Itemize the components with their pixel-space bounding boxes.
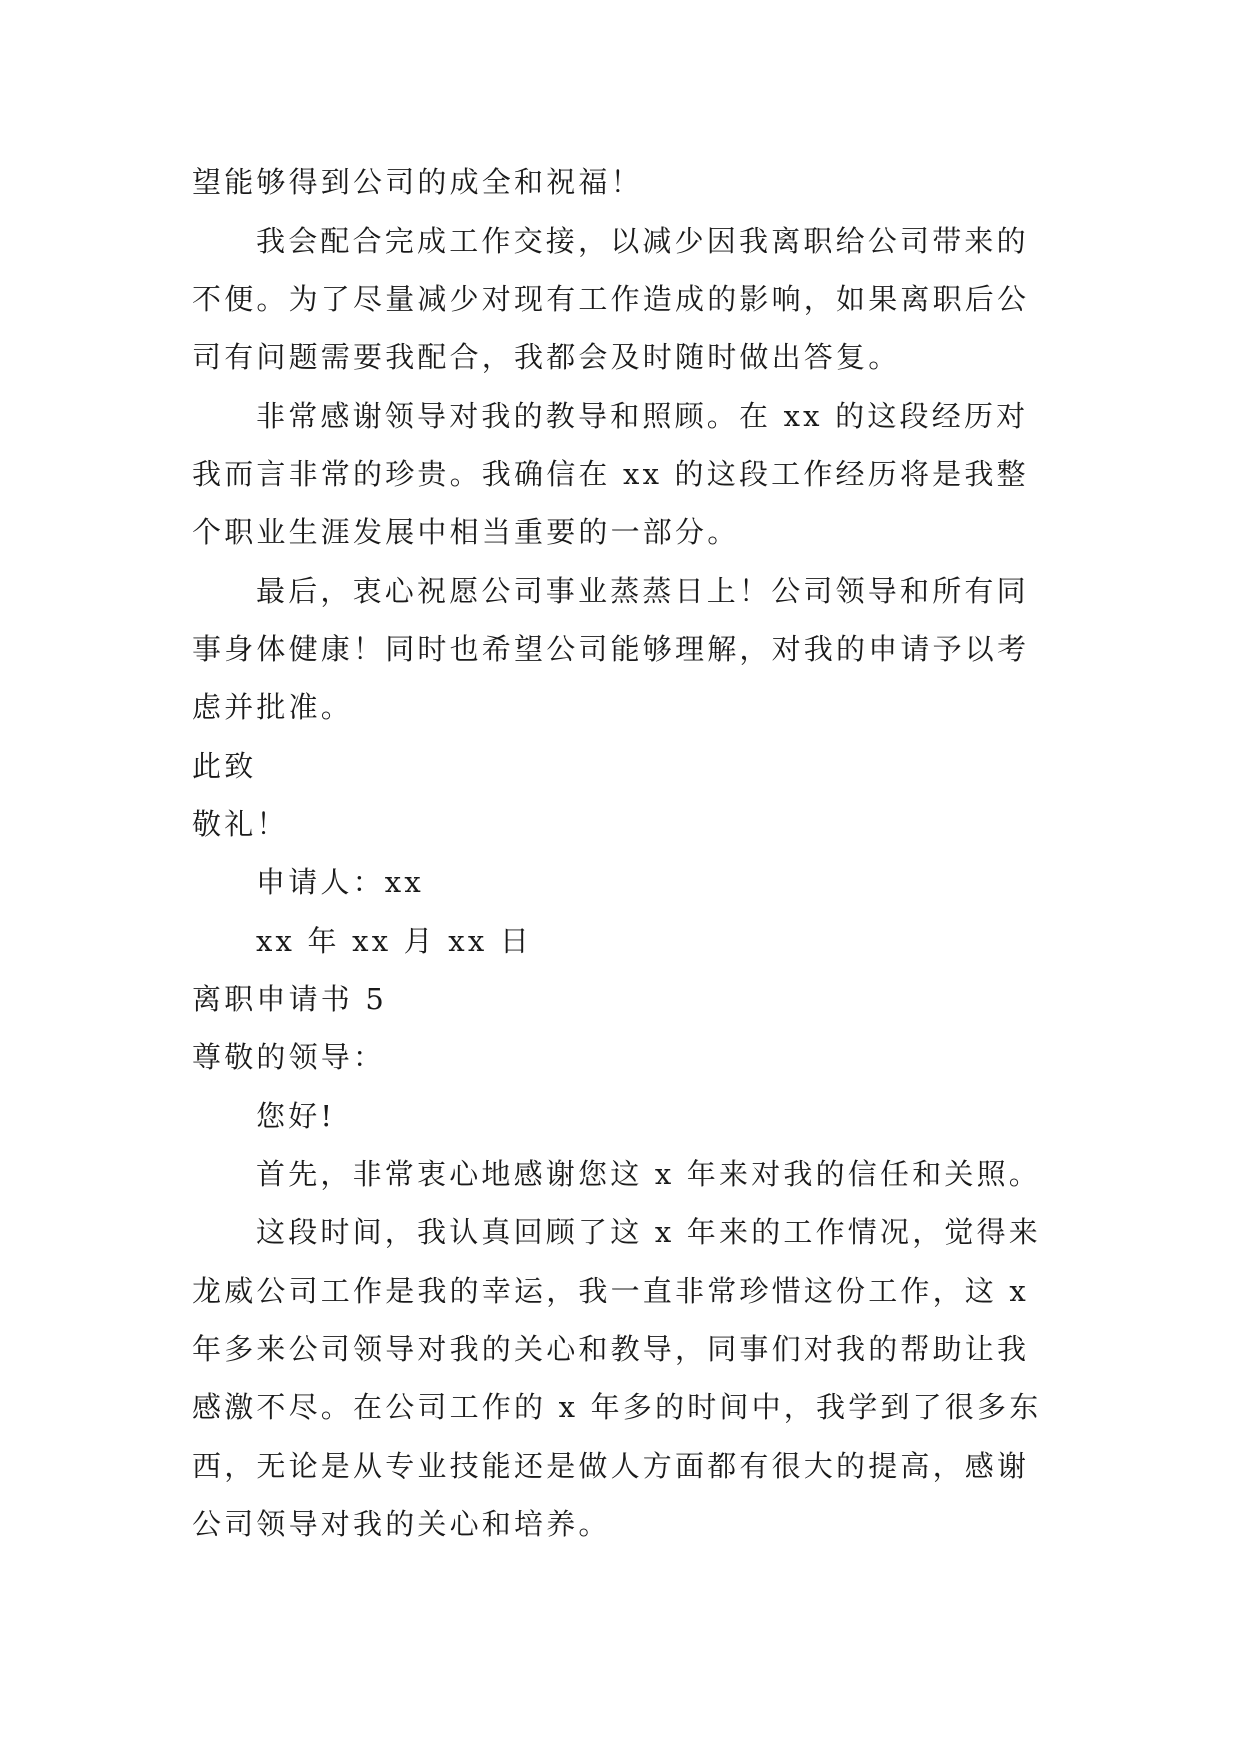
text-line: 事身体健康！同时也希望公司能够理解，对我的申请予以考 [192, 632, 1030, 666]
text-line: 感激不尽。在公司工作的 x 年多的时间中，我学到了很多东 [192, 1390, 1042, 1424]
text-line: 龙威公司工作是我的幸运，我一直非常珍惜这份工作，这 x [192, 1274, 1029, 1308]
text-line: 我而言非常的珍贵。我确信在 xx 的这段工作经历将是我整 [192, 457, 1029, 491]
text-line: 公司领导对我的关心和培养。 [192, 1507, 611, 1541]
signature-date: xx 年 xx 月 xx 日 [256, 924, 533, 958]
paragraph-start-line: 最后，衷心祝愿公司事业蒸蒸日上！公司领导和所有同 [256, 574, 1029, 608]
closing-salutation: 此致 [192, 749, 257, 783]
paragraph-start-line: 首先，非常衷心地感谢您这 x 年来对我的信任和关照。 [256, 1157, 1041, 1191]
text-line: 年多来公司领导对我的关心和教导，同事们对我的帮助让我 [192, 1332, 1030, 1366]
closing-regards: 敬礼！ [192, 807, 289, 841]
section-heading: 离职申请书 5 [192, 982, 388, 1016]
paragraph-start-line: 这段时间，我认真回顾了这 x 年来的工作情况，觉得来 [256, 1215, 1041, 1249]
text-line: 虑并批准。 [192, 690, 354, 724]
text-line: 个职业生涯发展中相当重要的一部分。 [192, 515, 740, 549]
letter-greeting: 尊敬的领导： [192, 1040, 386, 1074]
text-line: 不便。为了尽量减少对现有工作造成的影响，如果离职后公 [192, 282, 1030, 316]
applicant-signature: 申请人：xx [256, 865, 424, 899]
text-line: 司有问题需要我配合，我都会及时随时做出答复。 [192, 340, 901, 374]
paragraph-start-line: 我会配合完成工作交接，以减少因我离职给公司带来的 [256, 224, 1029, 258]
letter-hello: 您好! [256, 1099, 336, 1133]
paragraph-start-line: 非常感谢领导对我的教导和照顾。在 xx 的这段经历对 [256, 399, 1029, 433]
text-line: 望能够得到公司的成全和祝福！ [192, 165, 643, 199]
text-line: 西，无论是从专业技能还是做人方面都有很大的提高，感谢 [192, 1449, 1030, 1483]
